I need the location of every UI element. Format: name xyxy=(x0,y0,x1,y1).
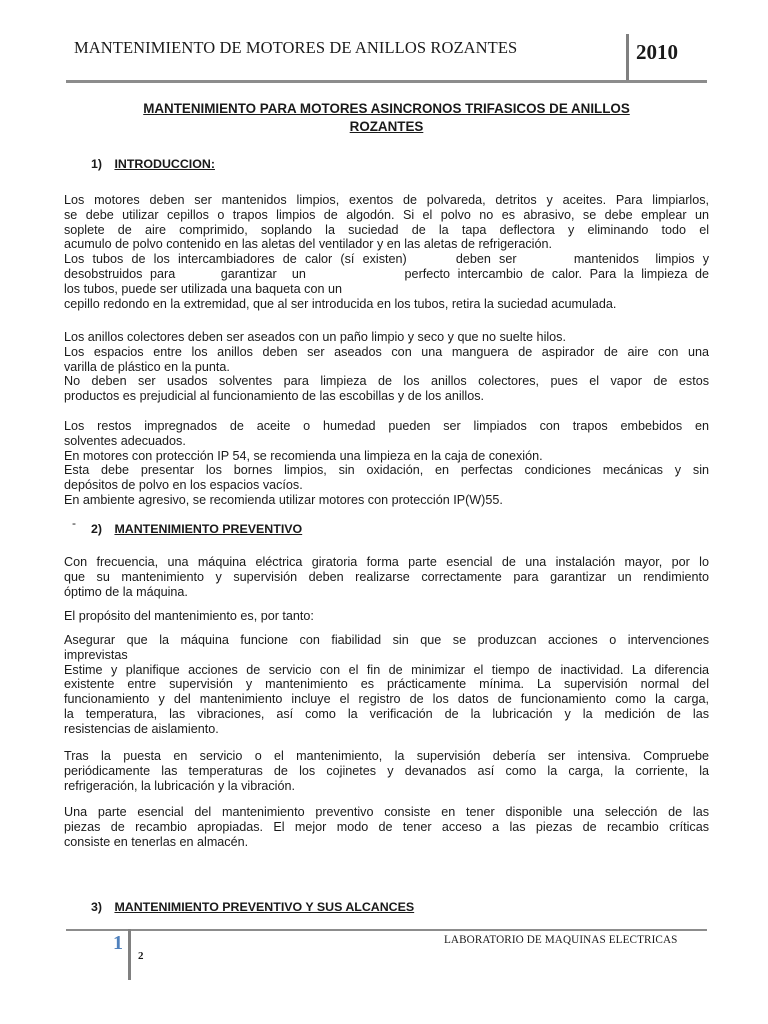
preventivo-paragraph-3 xyxy=(64,633,709,737)
text-line: existente entre supervisión y mantenimiento es prácticamente mínima. La supervisión normal del xyxy=(64,677,709,692)
text-line: varilla de plástico en la punta. xyxy=(64,359,230,374)
text-line: Asegurar que la máquina funcione con fiabilidad sin que se produzcan acciones o intervenciones xyxy=(64,633,709,647)
text-line: óptimo de la máquina. xyxy=(64,584,188,599)
section-heading-introduccion xyxy=(91,157,215,171)
text-line: refrigeración, la lubricación y la vibración. xyxy=(64,778,295,793)
section-title: INTRODUCCION: xyxy=(114,157,215,171)
text-line: consiste en tenerlas en almacén. xyxy=(64,834,249,849)
text-line: Los restos impregnados de aceite o humedad pueden ser limpiados con trapos embebidos en xyxy=(64,419,709,433)
header-divider xyxy=(626,34,629,82)
text-line: cepillo redondo en la extremidad, que al ser introducida en los tubos, retira la suciedad acumulada. xyxy=(64,296,617,311)
text-line: soplete de aire comprimido, soplando la suciedad de la tapa deflectora y eliminando todo el xyxy=(64,222,709,237)
page-number: 1 xyxy=(113,932,123,954)
header-year: 2010 xyxy=(636,40,678,64)
text-line: Los espacios entre los anillos deben ser aseados con una manguera de aspirador de aire con una xyxy=(64,344,709,359)
header-rule xyxy=(66,80,707,83)
document-title-line: ROZANTES xyxy=(349,119,424,134)
text-line: piezas de recambio apropiadas. El mejor modo de tener acceso a las piezas de recambio críticas xyxy=(64,819,709,834)
text-line: funcionamiento y del mantenimiento incluye el registro de los datos de funcionamiento como la carga, xyxy=(64,692,709,707)
intro-paragraph-3 xyxy=(64,419,709,508)
intro-paragraph-2 xyxy=(64,330,709,404)
section-heading-alcances xyxy=(91,900,414,914)
section-number: 1) xyxy=(91,157,103,171)
text-line: No deben ser usados solventes para limpieza de los anillos colectores, pues el vapor de estos xyxy=(64,374,709,389)
text-line: que su mantenimiento y supervisión deben realizarse correctamente para garantizar un rendimiento xyxy=(64,569,709,584)
preventivo-paragraph-4 xyxy=(64,749,709,793)
text-line: Estime y planifique acciones de servicio con el fin de minimizar el tiempo de inactividad. La diferencia xyxy=(64,662,709,677)
text-line: Una parte esencial del mantenimiento preventivo consiste en tener disponible una selección de las xyxy=(64,805,709,819)
text-line: los tubos, puede ser utilizada una baqueta con un xyxy=(64,281,342,296)
text-line: desobstruidos para garantizar un perfecto intercambio de calor. Para la limpieza de xyxy=(64,266,709,281)
section-title: MANTENIMIENTO PREVENTIVO xyxy=(114,522,303,536)
text-line: En ambiente agresivo, se recomienda utilizar motores con protección IP(W)55. xyxy=(64,492,503,507)
page-sub-number: 2 xyxy=(138,950,144,962)
text-line: productos es prejudicial al funcionamiento de las escobillas y de los anillos. xyxy=(64,389,485,404)
text-line: Esta debe presentar los bornes limpios, sin oxidación, en perfectas condiciones mecánicas y sin xyxy=(64,463,709,478)
section-number: 3) xyxy=(91,900,103,914)
text-line: El propósito del mantenimiento es, por tanto: xyxy=(64,609,314,623)
text-line: acumulo de polvo contenido en las aletas del ventilador y en las aletas de refrigeración. xyxy=(64,237,552,252)
section-number: 2) xyxy=(91,522,103,536)
dash-mark: - xyxy=(72,516,76,530)
document-title-line: MANTENIMIENTO PARA MOTORES ASINCRONOS TRIFASICOS DE ANILLOS xyxy=(143,101,630,116)
text-line: la temperatura, las vibraciones, así como la verificación de la lubricación y la medición de las xyxy=(64,706,709,721)
header-title: MANTENIMIENTO DE MOTORES DE ANILLOS ROZANTES xyxy=(74,38,518,57)
footer-rule xyxy=(66,929,707,931)
text-line: Los tubos de los intercambiadores de calor (sí existen) deben ser mantenidos limpios y xyxy=(64,252,709,267)
text-line: Tras la puesta en servicio o el mantenimiento, la supervisión debería ser intensiva. Compruebe xyxy=(64,749,709,763)
section-title: MANTENIMIENTO PREVENTIVO Y SUS ALCANCES xyxy=(114,900,415,914)
text-line: se debe utilizar cepillos o trapos limpios de algodón. Si el polvo no es abrasivo, se debe emplear un xyxy=(64,207,709,222)
text-line: En motores con protección IP 54, se recomienda una limpieza en la caja de conexión. xyxy=(64,448,543,463)
section-heading-mantenimiento-preventivo xyxy=(91,522,302,536)
document-title xyxy=(64,100,709,136)
preventivo-paragraph-1 xyxy=(64,555,709,599)
text-line: periódicamente las temperaturas de los cojinetes y devanados así como la carga, la corriente, la xyxy=(64,763,709,778)
text-line: Con frecuencia, una máquina eléctrica giratoria forma parte esencial de una instalación mayor, por lo xyxy=(64,555,709,569)
text-line: imprevistas xyxy=(64,647,128,662)
text-line: Los anillos colectores deben ser aseados con un paño limpio y seco y que no suelte hilos. xyxy=(64,330,566,344)
text-line: depósitos de polvo en los espacios vacíos. xyxy=(64,478,303,493)
footer-lab-name: LABORATORIO DE MAQUINAS ELECTRICAS xyxy=(444,934,678,946)
footer-divider xyxy=(128,929,131,980)
preventivo-paragraph-5 xyxy=(64,805,709,849)
text-line: resistencias de aislamiento. xyxy=(64,721,219,736)
text-line: solventes adecuados. xyxy=(64,433,186,448)
preventivo-paragraph-2 xyxy=(64,609,709,624)
text-line: Los motores deben ser mantenidos limpios, exentos de polvareda, detritos y aceites. Para limpiarlos, xyxy=(64,193,709,207)
intro-paragraph-1 xyxy=(64,193,709,311)
